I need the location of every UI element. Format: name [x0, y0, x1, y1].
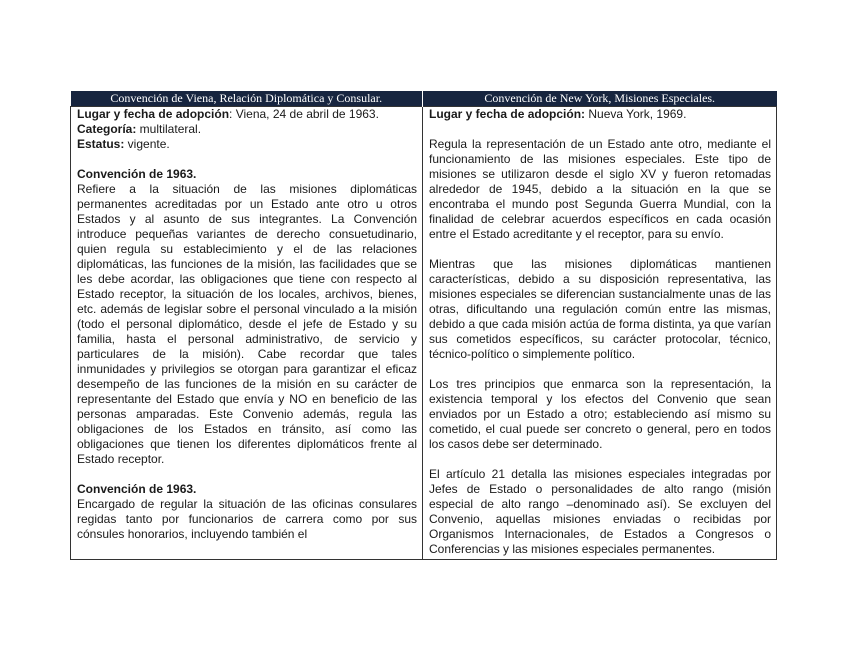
new-york-cell	[423, 107, 777, 560]
section1-title	[77, 167, 417, 182]
ny-paragraph-3: Los tres principios que enmarca son la representación, la existencia temporal y los efectos del Convenio que sean enviados por un Estado a otro; estableciendo así mismo su cometido, el cual puede ser concreto o general, pero en todos los casos debe ser determinado.	[429, 377, 771, 451]
vienna-place-value: : Viena, 24 de abril de 1963.	[229, 107, 379, 121]
section2-text: Encargado de regular la situación de las oficinas consulares regidas tanto por funcionarios de carrera como por sus cónsules honorarios, incluyendo también el	[77, 497, 417, 541]
vienna-place-line	[77, 107, 417, 122]
header-vienna: Convención de Viena, Relación Diplomática y Consular.	[71, 91, 423, 107]
vienna-category-value: multilateral.	[136, 122, 202, 136]
ny-place-label: Lugar y fecha de adopción:	[429, 107, 586, 121]
vienna-status-line	[77, 137, 417, 152]
ny-place-value: Nueva York, 1969.	[585, 107, 687, 121]
comparison-table	[70, 91, 777, 560]
section2-title	[77, 482, 417, 497]
vienna-cell	[71, 107, 423, 560]
vienna-status-label: Estatus:	[77, 137, 125, 151]
ny-paragraph-1: Regula la representación de un Estado ante otro, mediante el funcionamiento de las misiones especiales. Este tipo de misiones se utilizaron desde el siglo XV y fueron retomadas alrededor de 1945, debido a la situación en la que se encontraba el mundo post Segunda Guerra Mundial, con la finalidad de celebrar acuerdos específicos en cada ocasión entre el Estado acreditante y el receptor, para su envío.	[429, 137, 771, 241]
ny-paragraph-4: El artículo 21 detalla las misiones especiales integradas por Jefes de Estado o personalidades de alto rango (misión especial de alto rango –denominado así). Se excluyen del Convenio, aquellas misiones enviadas o recibidas por Organismos Internacionales, de Estados a Congresos o Conferencias y las misiones especiales permanentes.	[429, 467, 771, 556]
section2-title-text: Convención de 1963.	[77, 482, 197, 496]
vienna-category-line	[77, 122, 417, 137]
header-new-york: Convención de New York, Misiones Especiales.	[423, 91, 777, 107]
section1-text: Refiere a la situación de las misiones diplomáticas permanentes acreditadas por un Estado ante otro u otros Estados y al asunto de sus integrantes. La Convención introduce pequeñas variantes de derecho consuetudinario, quien regula su establecimiento y el de las relaciones diplomáticas, las funciones de la misión, las facilidades que se les debe acordar, las obligaciones que tiene con respecto al Estado receptor, la situación de los locales, archivos, bienes, etc. además de legislar sobre el personal vinculado a la misión (todo el personal diplomático, desde el jefe de Estado y su familia, hasta el personal administrativo, de servicio y particulares de la misión). Cabe recordar que tales inmunidades y privilegios se otorgan para garantizar el eficaz desempeño de las funciones de la misión en su carácter de representante del Estado que envía y NO en beneficio de las personas amparadas. Este Convenio además, regula las obligaciones de los Estados en tránsito, así como las obligaciones que tienen los diferentes diplomáticos frente al Estado receptor.	[77, 182, 417, 466]
ny-paragraph-2: Mientras que las misiones diplomáticas mantienen características, debido a su disposición representativa, las misiones especiales se diferencian sustancialmente unas de las otras, dificultando una regulación común entre las mismas, debido a que cada misión actúa de forma distinta, ya que varían sus cometidos específicos, su carácter protocolar, técnico, técnico-político o simplemente político.	[429, 257, 771, 361]
vienna-category-label: Categoría:	[77, 122, 137, 136]
vienna-status-value: vigente.	[124, 137, 170, 151]
section1-title-text: Convención de 1963.	[77, 167, 197, 181]
table-header-row	[71, 91, 777, 107]
table-row	[71, 107, 777, 560]
vienna-place-label: Lugar y fecha de adopción	[77, 107, 230, 121]
ny-place-line	[429, 107, 771, 122]
